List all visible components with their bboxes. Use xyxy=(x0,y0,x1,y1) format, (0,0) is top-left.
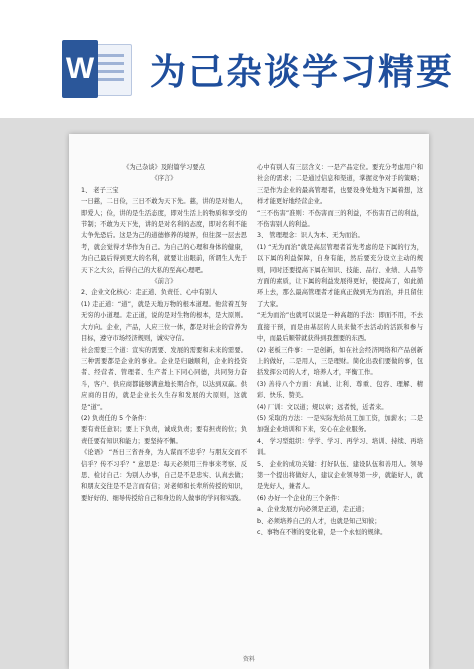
paragraph: 4、 学习型组织：学学、学习、再学习、培训、持续、再培训。 xyxy=(257,437,423,457)
paragraph: “三不伤害”准则：不伤害而三的利益，不伤害百己的利益，不伤害别人的利益。 xyxy=(257,209,423,229)
paragraph: (4) 厂训：文以道；规以章；远者悦，近者来。 xyxy=(257,403,388,411)
paragraph: 5、 企业的成功关键：打好队伍、建设队伍和善用人。领导第一个提出将做好人，建议企业领导第一步，就能好人，就是先好人，兼者人。 xyxy=(257,460,423,491)
left-column xyxy=(81,162,247,504)
paragraph: 要有责任意识；要上下负责，诚成负责；要有担责的位；负责任要有知识和能力；要坚持不懈。 xyxy=(81,426,247,445)
paragraph: (1) 走正道：“道”，就是天地万物的根本道理。他营着互努无穷的小道理。走正道，说的是对生物的根本，是大原则。大方向。企业，产品，人应三位一体，都是对社会的营养为目标，遵守市场经济规则，诚实守信。 xyxy=(81,300,247,343)
paragraph: 社会需要三个道：宣实的需要、发展的需要和未来的需要。三种需要都是企业的事业。企业是归融顺利，企业的投资者、经营者、管理者、生产者上下同心同德，共同努力奋斗，客户、供应商都能够满意地长期合作，以达到双赢。供应商的目的，就是企业长久生存和发展的大原则，这就是“道”。 xyxy=(81,346,247,411)
paragraph: (5) 采取的方法：一是实际先给员工加工资，加薪水；二是加强企业培训和下来，安心在企业服务。 xyxy=(257,414,423,434)
paragraph: 心中有别人有三层含义：一是产品定位。要充分考虑用户和社会的需求；二是通过信息和渠道，掌握竞争对手的策略；三是作为企业的最高管理者，也要设身处地为下属着想，这样才能更好地经营企业。 xyxy=(257,164,423,206)
preview-banner xyxy=(0,0,474,118)
document-preview-area[interactable] xyxy=(0,118,474,669)
paragraph: a、企业发展方向必须是正道，走正道； xyxy=(257,506,368,514)
paragraph: 2、企业文化核心：走正道、负责任、心中有别人 xyxy=(81,289,218,297)
paragraph: (2) 负责任的 5 个条件： xyxy=(81,414,151,422)
paragraph: 《论语》 “吾日三省吾身，为人谋而不忠乎？与朋友交而不信乎？传不习乎？” 意思是：每天必须用三件事来考察、反思、检讨自己：为别人办事，自己是不是忠实、认真去做；和朋友交往是不是言而有信；对老师和长辈所传授的知识，要好好的、细导传授给自己和身边的人做事的学问和实践。 xyxy=(81,449,247,502)
paragraph: “无为而治”也就可以说是一种高超的手法：即面不用，不去直接干预，而是由基层的人员来做不去活动的活跃和参与中，而最后顺带就获得到我想要的东西。 xyxy=(257,312,423,343)
word-document-icon xyxy=(62,40,132,98)
paragraph: 《序言》 xyxy=(151,175,177,183)
paragraph: c、事物在不断的变化着，是一个永恒的规律。 xyxy=(257,529,387,536)
paragraph: b、必须培养自己的人才，也就是知己知彼； xyxy=(257,517,381,525)
paragraph: 1、 老子三宝 xyxy=(81,186,119,194)
paragraph: 3、 管理理念：识人为本、无为而治。 xyxy=(257,232,364,240)
page-footer: 资料 xyxy=(242,656,255,663)
paragraph: 《前言》 xyxy=(151,278,177,286)
paragraph: (1) “无为而治”就是高层管理者首先考虑的是下属的行为，以下属的利益保障，自身有能，然后要充分设立主动的规则，同时还要提高下属在知识、技能、品行、业绩、人品等方面的素质，让下属的利益发展得更好，使提高了，如此循环上去，那么最高管理者才能真正做到无为而治，并且留住了大家。 xyxy=(257,243,423,308)
document-page xyxy=(69,134,429,669)
paragraph: (6) 办好一个企业的三个条件： xyxy=(257,494,344,502)
paragraph: (3) 善待八个方面：真诚、让利、尊重、包容、理解、精彩、快乐、赞美。 xyxy=(257,380,423,400)
banner-title: 为己杂谈学习精要 xyxy=(150,52,455,93)
paragraph: (2) 老板三件事：一是创新，如在社会经济网络和产品创新上的做好，二是用人，三是理财。简化出我们要做的事，包括发挥公司的人才，培养人才，平衡工作。 xyxy=(257,346,423,377)
right-column xyxy=(257,162,423,538)
word-logo-letter: W xyxy=(62,40,98,98)
paragraph: 一日慈，二日俭，三日不敢为天下先。慈，讲的是对他人，即爱人；俭，讲的是生活态度，即对生活上的物质和享受的节制；不敢为天下先，讲的是对名利的态度，即对名利不能太争先恐后。这是为己的道德修养的境界，但往深一层去思考，就会觉得才华作为自己。为自己的心理和身体的健康，为自己最后得到更大的名利，就要让出眼前，所谓生人先于天下之大公，后得自己的大私的至高心理吧。 xyxy=(81,198,247,274)
paragraph: 《为己杂谈》及附篇学习要点 xyxy=(123,164,205,171)
